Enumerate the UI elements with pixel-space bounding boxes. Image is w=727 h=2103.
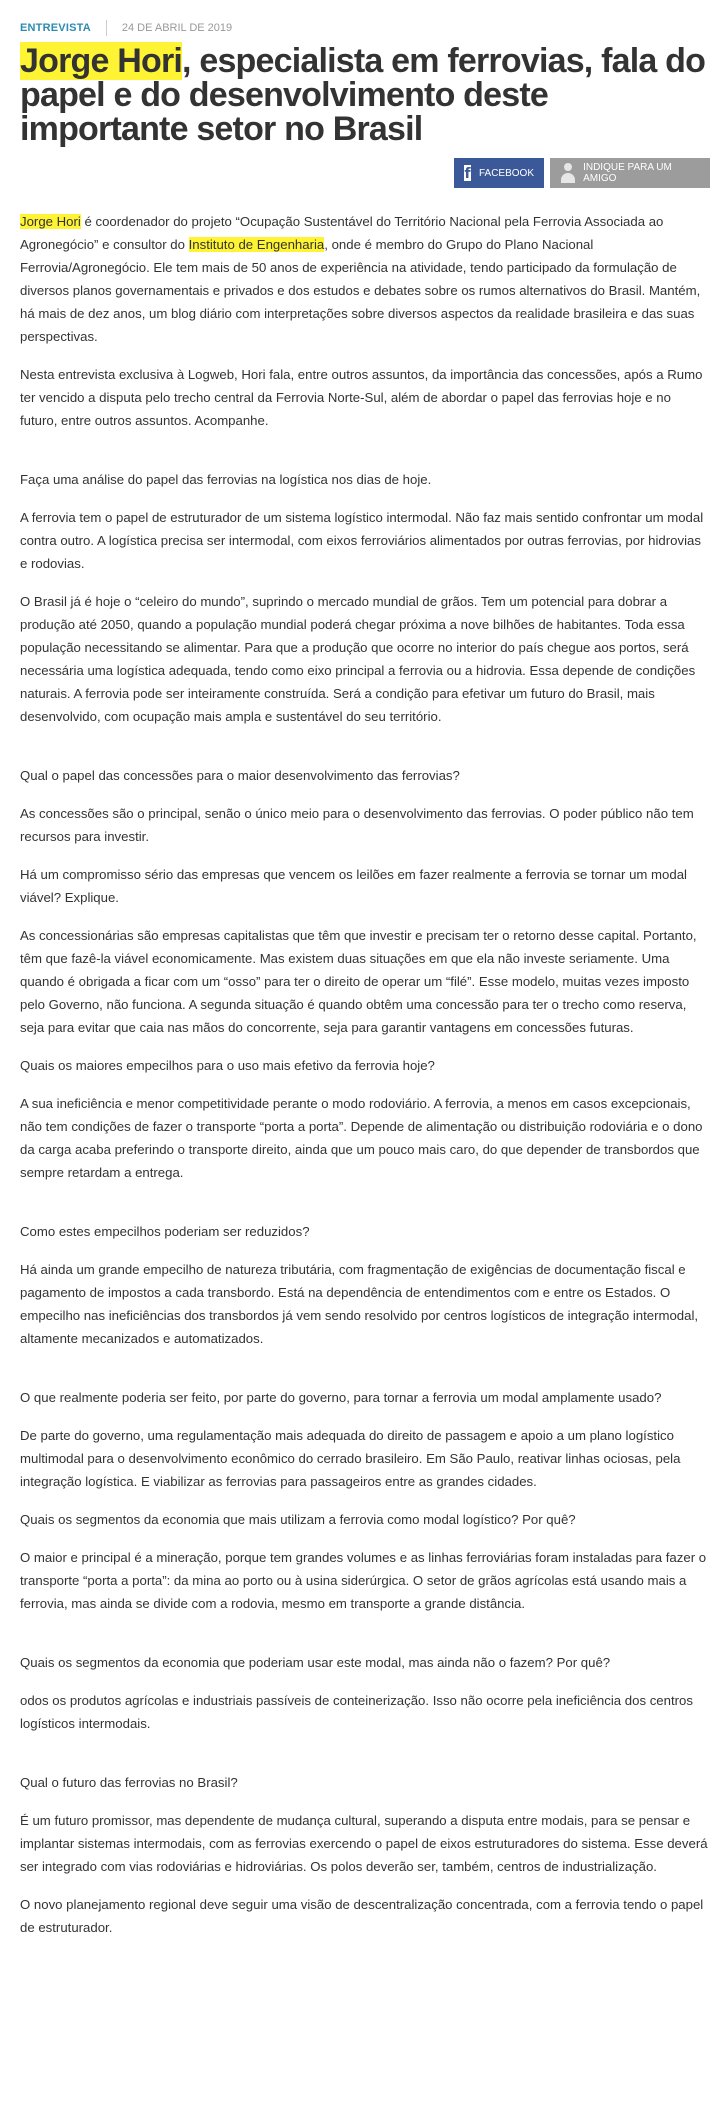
institute-link[interactable]: Instituto de Engenharia	[188, 237, 325, 252]
article-paragraph: A sua ineficiência e menor competitividade perante o modo rodoviário. A ferrovia, a menos em casos excepcionais, não tem condições de fazer o transporte “porta a porta”. Depende de alimentação ou distribuição rodoviária e o dono da carga acaba preferindo o transporte direito, ainda que um pouco mais caro, do que depender de transbordos que sempre retardam a entrega.	[20, 1096, 703, 1180]
article-paragraphs	[20, 363, 710, 1939]
article-paragraph: odos os produtos agrícolas e industriais passíveis de conteinerização. Isso não ocorre pela ineficiência dos centros logísticos intermodais.	[20, 1693, 693, 1731]
article-title	[20, 44, 710, 146]
article-paragraph: Como estes empecilhos poderiam ser reduzidos?	[20, 1224, 310, 1239]
article-paragraph: O Brasil já é hoje o “celeiro do mundo”, suprindo o mercado mundial de grãos. Tem um potencial para dobrar a produção até 2050, quando a população mundial poderá chegar próxima a nove bilhões de habitantes. Toda essa população necessitando se alimentar. Para que a produção que ocorre no interior do país chegue aos portos, será necessária uma logística adequada, tendo como eixo principal a ferrovia ou a hidrovia. Essa depende de condições naturais. A ferrovia pode ser inteiramente construída. Será a condição para efetivar um futuro do Brasil, mais desenvolvido, com ocupação mais ampla e sustentável do seu território.	[20, 594, 696, 724]
meta-divider	[106, 20, 107, 36]
title-rest: , especialista em ferrovias, fala do papel e do desenvolvimento deste importante setor no Brasil	[20, 42, 706, 148]
article-paragraph: A ferrovia tem o papel de estruturador de um sistema logístico intermodal. Não faz mais sentido confrontar um modal contra outro. A logística precisa ser intermodal, com eixos ferroviários alimentados por outras ferrovias, por hidrovias e rodovias.	[20, 510, 704, 571]
facebook-icon: f	[464, 166, 471, 181]
article-paragraph: As concessões são o principal, senão o único meio para o desenvolvimento das ferrovias. O poder público não tem recursos para investir.	[20, 806, 694, 844]
article-body	[20, 210, 710, 1939]
article-paragraph: O que realmente poderia ser feito, por parte do governo, para tornar a ferrovia um modal amplamente usado?	[20, 1390, 662, 1405]
article-meta	[20, 18, 727, 38]
share-bar	[20, 158, 710, 188]
person-icon	[560, 163, 575, 183]
article-paragraph: As concessionárias são empresas capitalistas que têm que investir e precisam ter o retorno desse capital. Portanto, têm que fazê-la viável economicamente. Mas existem duas situações em que ela não investe seriamente. Uma quando é obrigada a ficar com um “osso” para ter o direito de operar um “filé”. Esse modelo, muitas vezes imposto pelo Governo, não funciona. A segunda situação é quando obtêm uma concessão para ter o trecho como reserva, seja para evitar que caia nas mãos do concorrente, seja para garantir vantagens em concessões futuras.	[20, 928, 697, 1035]
article-paragraph: O maior e principal é a mineração, porque tem grandes volumes e as linhas ferroviárias foram instaladas para fazer o transporte “porta a porta”: da mina ao porto ou à usina siderúrgica. O setor de grãos agrícolas está usando mais a ferrovia, mas ainda se divide com a rodovia, mesmo em transporte a grande distância.	[20, 1550, 707, 1611]
intro-text-2: , onde é membro do Grupo do Plano Nacional Ferrovia/Agronegócio. Ele tem mais de 50 anos de experiência na atividade, tendo participado da formulação de diversos planos governamentais e privados e dos estudos e debates sobre os rumos alternativos do Brasil. Mantém, há mais de dez anos, um blog diário com interpretações sobre diversos aspectos da realidade brasileira e das suas perspectivas.	[20, 237, 701, 344]
article-paragraph: Faça uma análise do papel das ferrovias na logística nos dias de hoje.	[20, 472, 432, 487]
article-paragraph: Quais os maiores empecilhos para o uso mais efetivo da ferrovia hoje?	[20, 1058, 435, 1073]
article-paragraph: Há ainda um grande empecilho de natureza tributária, com fragmentação de exigências de documentação fiscal e pagamento de impostos a cada transbordo. Está na dependência de entendimentos com e entre os Estados. O empecilho nas ineficiências dos transbordos já vem sendo resolvido por centros logísticos de integração intermodal, altamente mecanizados e automatizados.	[20, 1262, 699, 1346]
recommend-friend-button[interactable]	[550, 158, 710, 188]
article-paragraph: O novo planejamento regional deve seguir uma visão de descentralização concentrada, com a ferrovia tendo o papel de estruturador.	[20, 1897, 704, 1935]
intro-text-1: é coordenador do projeto “Ocupação Sustentável do Território Nacional pela Ferrovia Associada ao Agronegócio” e consultor do	[20, 214, 664, 252]
category-link[interactable]: ENTREVISTA	[20, 22, 91, 34]
article-paragraph: Nesta entrevista exclusiva à Logweb, Hori fala, entre outros assuntos, da importância das concessões, após a Rumo ter vencido a disputa pelo trecho central da Ferrovia Norte-Sul, além de abordar o papel das ferrovias hoje e no futuro, entre outros assuntos. Acompanhe.	[20, 367, 703, 428]
recommend-friend-label: INDIQUE PARA UM AMIGO	[583, 162, 672, 184]
publish-date: 24 DE ABRIL DE 2019	[121, 22, 233, 34]
article-paragraph: De parte do governo, uma regulamentação mais adequada do direito de passagem e apoio a um plano logístico multimodal para o desenvolvimento econômico do cerrado brasileiro. Em São Paulo, reativar linhas ociosas, pela integração logística. E viabilizar as ferrovias para passageiros entre as grandes cidades.	[20, 1428, 681, 1489]
article-paragraph: Quais os segmentos da economia que poderiam usar este modal, mas ainda não o fazem? Por quê?	[20, 1655, 611, 1670]
article-paragraph: É um futuro promissor, mas dependente de mudança cultural, superando a disputa entre modais, para se pensar e implantar sistemas intermodais, com as ferrovias exercendo o papel de eixos estruturadores do sistema. Esse deverá ser integrado com vias rodoviárias e hidroviárias. Os polos deverão ser, também, centros de industrialização.	[20, 1813, 708, 1874]
intro-name-highlight: Jorge Hori	[20, 214, 81, 229]
intro-paragraph	[20, 210, 710, 348]
facebook-share-button[interactable]	[454, 158, 544, 188]
title-name-highlight: Jorge Hori	[20, 42, 183, 80]
article-paragraph: Há um compromisso sério das empresas que vencem os leilões em fazer realmente a ferrovia se tornar um modal viável? Explique.	[20, 867, 687, 905]
article-paragraph: Qual o papel das concessões para o maior desenvolvimento das ferrovias?	[20, 768, 460, 783]
facebook-share-label: FACEBOOK	[478, 167, 534, 179]
article-paragraph: Quais os segmentos da economia que mais utilizam a ferrovia como modal logístico? Por quê?	[20, 1512, 576, 1527]
article-paragraph: Qual o futuro das ferrovias no Brasil?	[20, 1775, 238, 1790]
